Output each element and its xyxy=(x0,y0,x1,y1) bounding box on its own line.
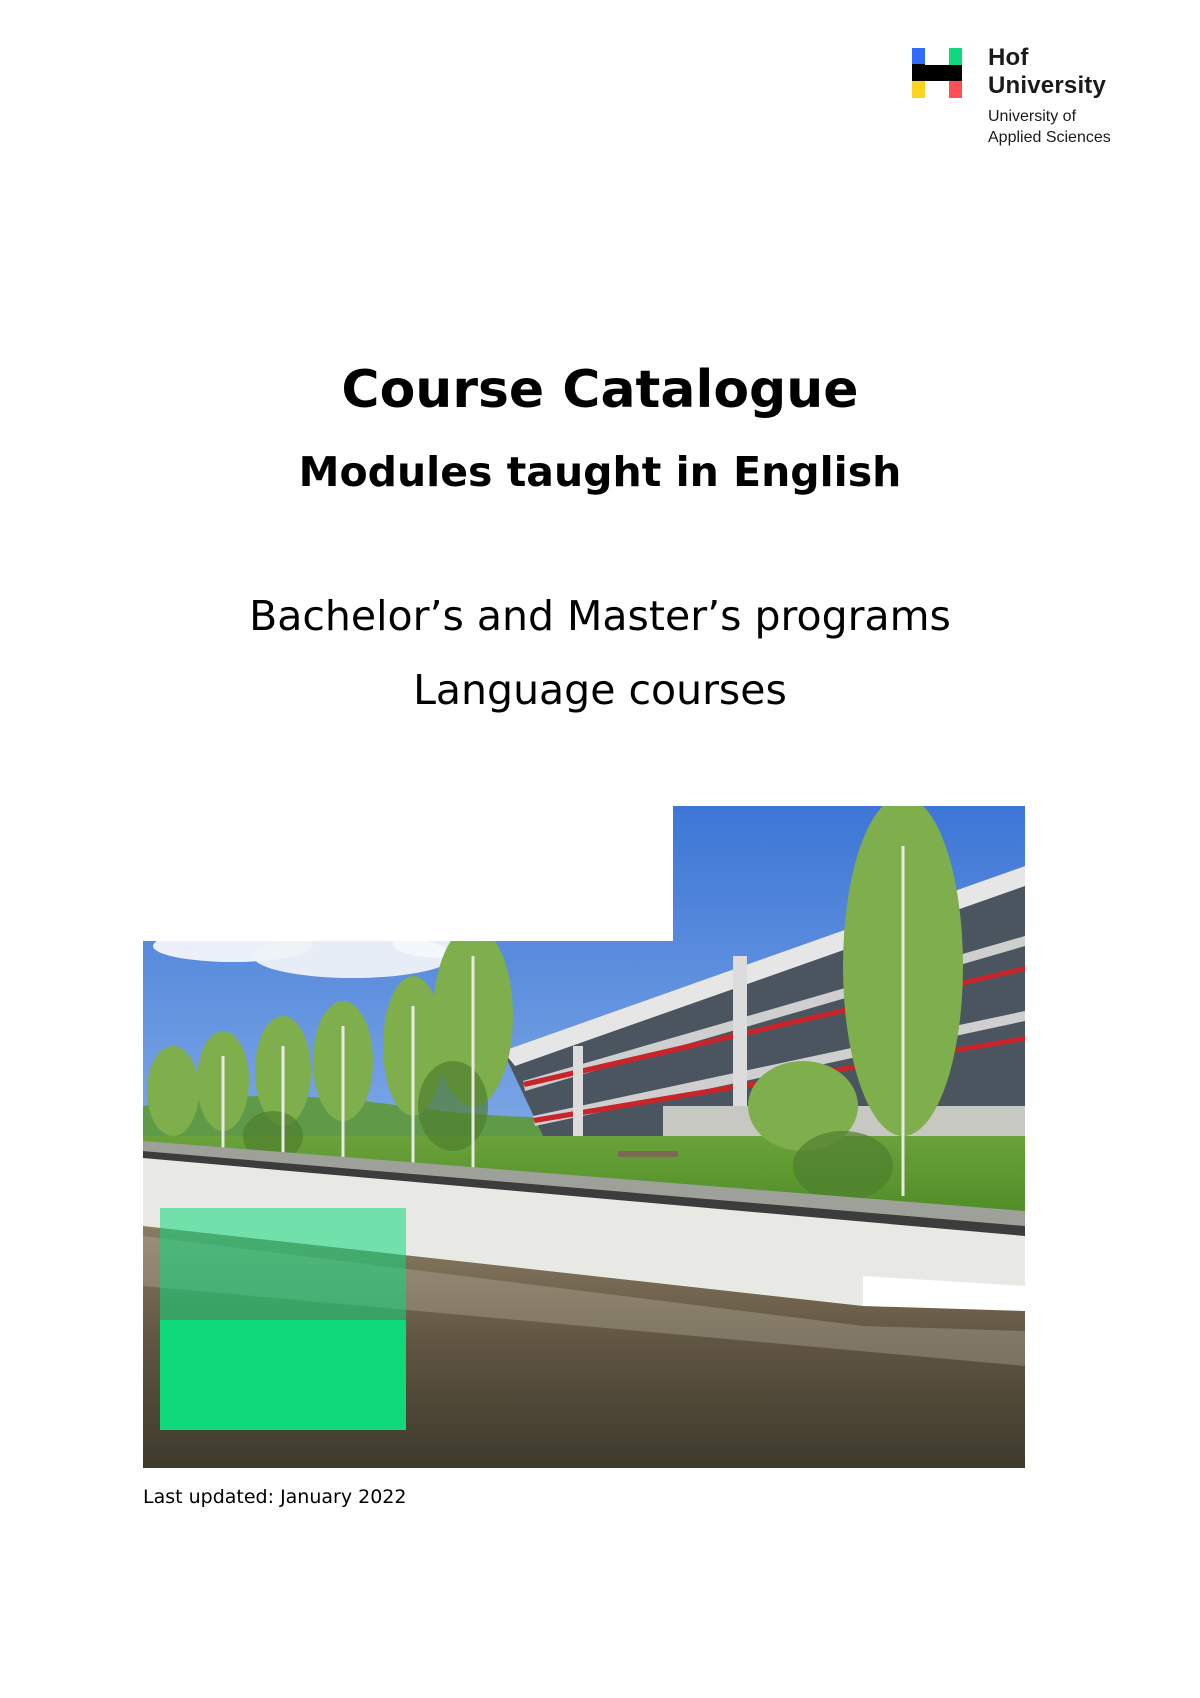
page-title: Course Catalogue xyxy=(341,360,859,420)
accent-overlay-translucent xyxy=(160,1208,406,1320)
courses-heading: Language courses xyxy=(413,666,787,714)
programs-heading: Bachelor’s and Master’s programs xyxy=(249,592,951,640)
logo-sub-line1: University of xyxy=(988,108,1077,125)
logo-wordmark xyxy=(988,44,1111,148)
last-updated: Last updated: January 2022 xyxy=(143,1486,407,1508)
campus-photo-illustration xyxy=(143,806,1025,1468)
logo-name-line2: University xyxy=(988,72,1107,99)
logo-sub-line2: Applied Sciences xyxy=(988,129,1111,146)
logo-name-line1: Hof xyxy=(988,44,1029,71)
accent-overlay-solid xyxy=(160,1320,406,1430)
hof-logo-mark-icon xyxy=(912,48,962,98)
hof-university-logo xyxy=(912,44,1152,154)
page-subtitle: Modules taught in English xyxy=(298,448,902,496)
campus-photo xyxy=(143,806,1025,1468)
